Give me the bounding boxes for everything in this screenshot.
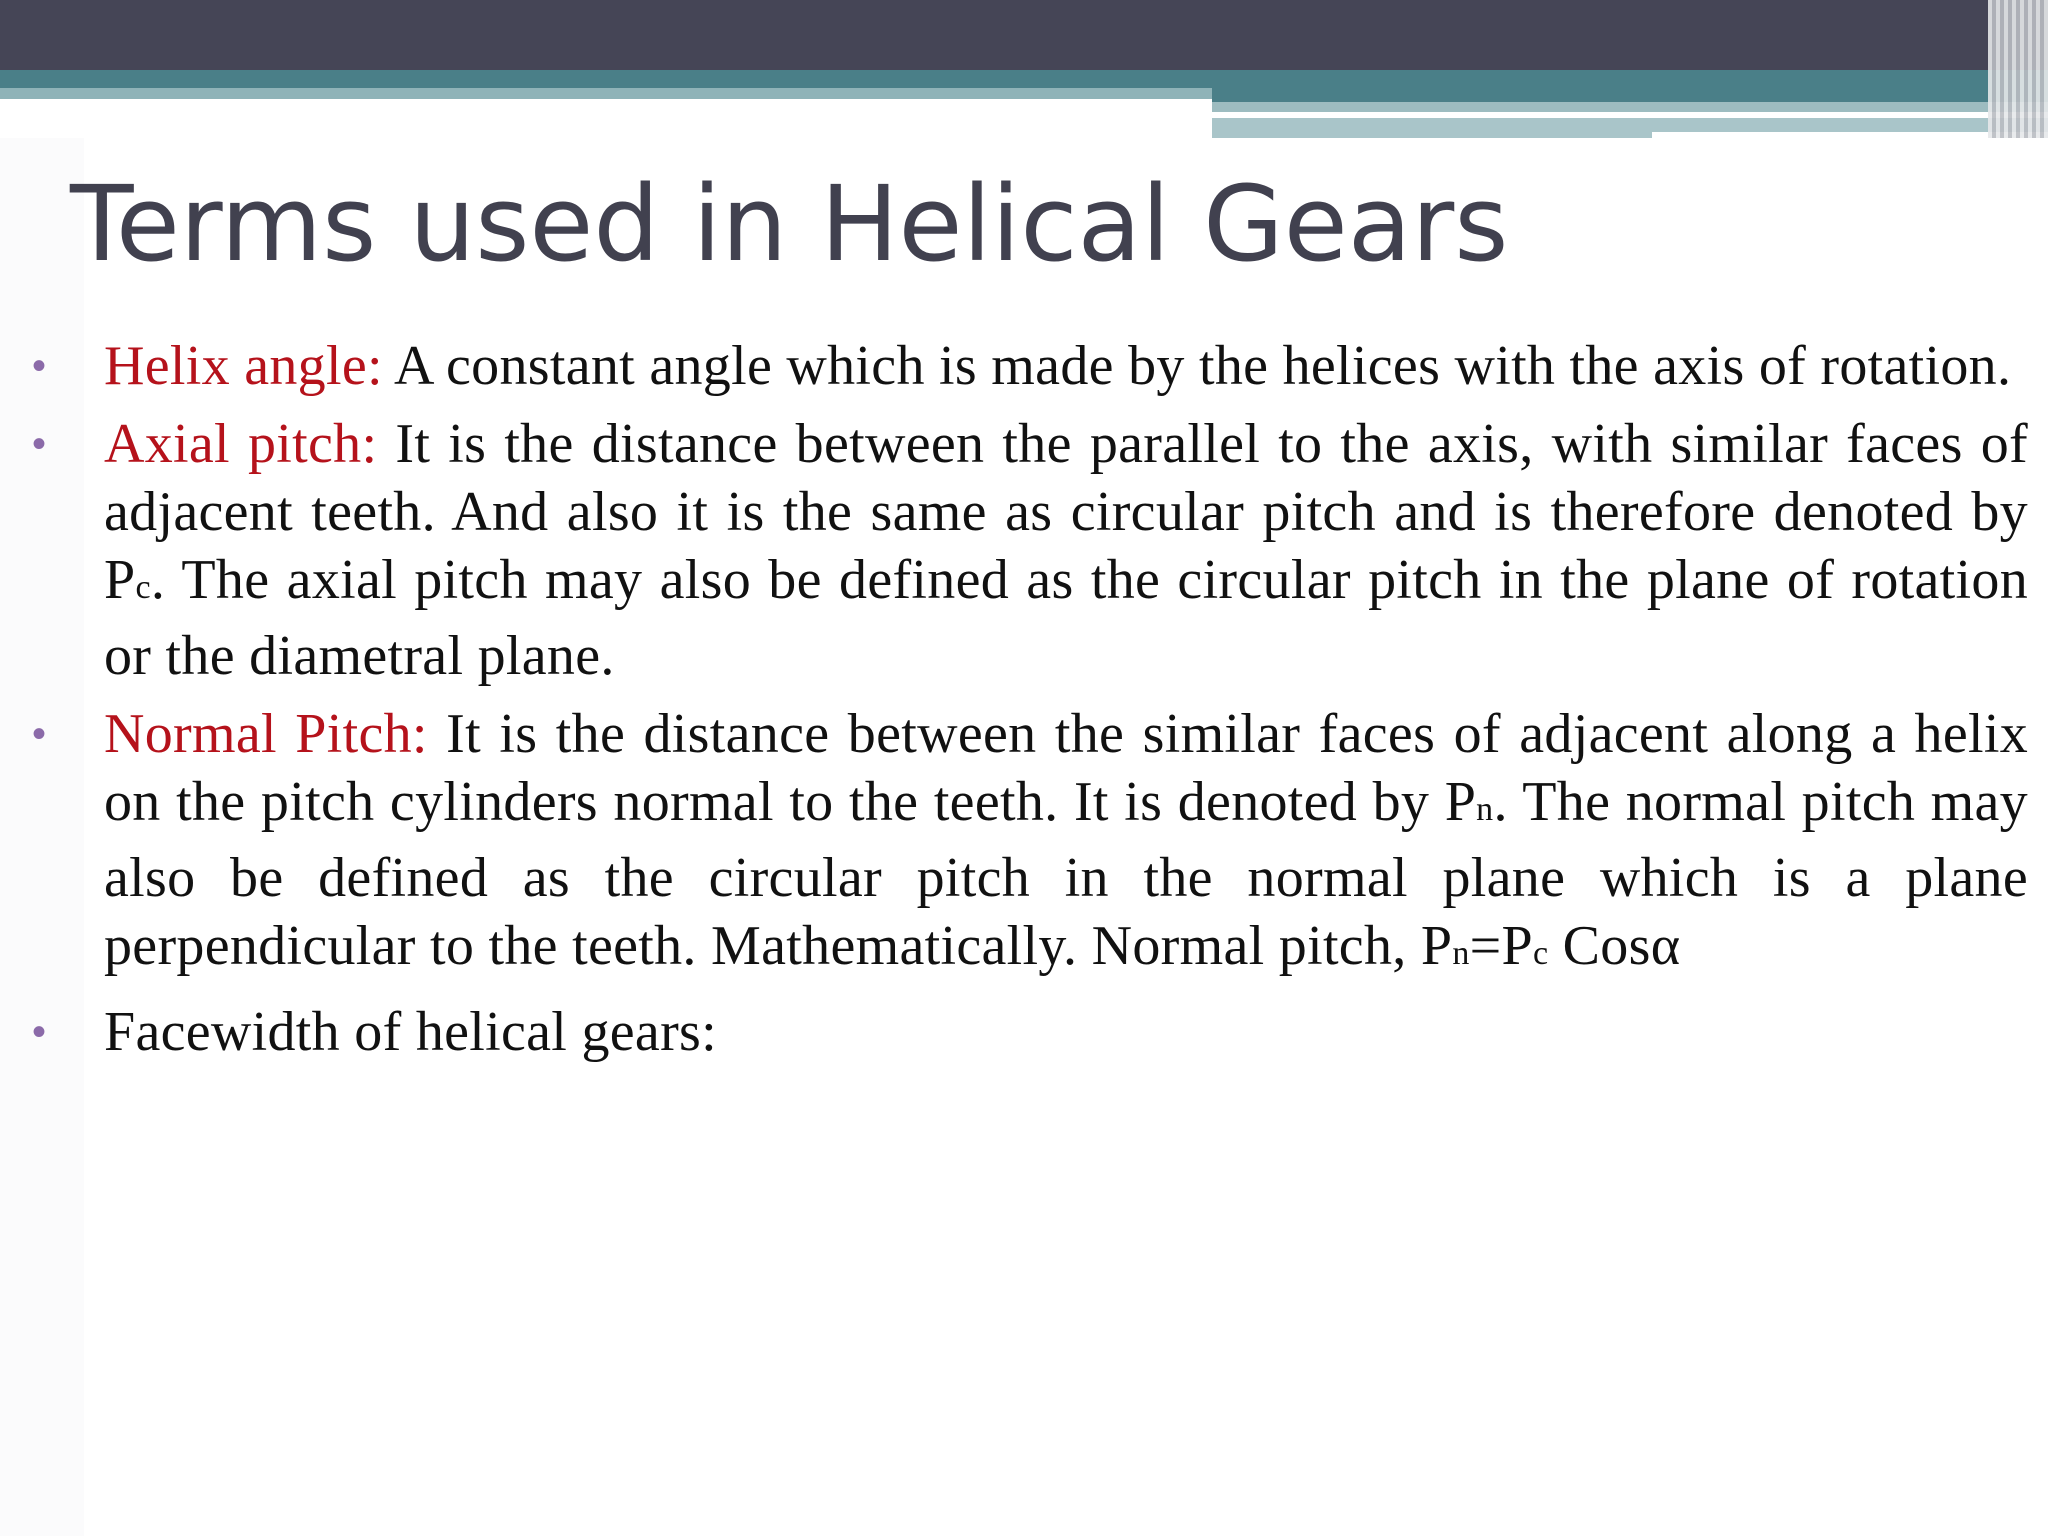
bullet-facewidth <box>32 998 2028 1066</box>
bullet-axial-pitch <box>32 410 2028 690</box>
subscript: c <box>135 569 151 606</box>
slide-title: Terms used in Helical Gears <box>70 163 1509 285</box>
bullet-text <box>104 332 2028 400</box>
formula-text: =P <box>1469 915 1533 977</box>
bullet-dot-icon: • <box>32 422 47 466</box>
definition-text: . The axial pitch may also be defined as the circular pitch in the plane of rotation or the diametral plane. <box>104 549 2028 687</box>
subscript: n <box>1476 791 1494 828</box>
header-band-light-left <box>0 88 1212 99</box>
definition-text: . The normal pitch may also be defined as the circular pitch in the normal plane which is a plane perpendicular to the teeth. Mathematically. Normal pitch, P <box>104 771 2028 977</box>
header-band-light-right-1 <box>1212 102 2048 112</box>
subscript: c <box>1532 935 1549 972</box>
term-label: Axial pitch: <box>104 413 378 475</box>
bullet-text <box>104 700 2028 988</box>
header-band-teal-right <box>1212 88 2048 102</box>
bullet-dot-icon: • <box>32 1010 47 1054</box>
definition-text: Facewidth of helical gears: <box>104 1001 717 1063</box>
header-band-dark <box>0 0 2048 70</box>
header-stripes-decoration <box>1988 0 2048 138</box>
definition-text: A constant angle which is made by the helices with the axis of rotation. <box>382 335 2012 397</box>
bullet-list <box>32 332 2028 1076</box>
bullet-normal-pitch <box>32 700 2028 988</box>
bullet-text <box>104 998 2028 1066</box>
header-band-teal <box>0 70 2048 88</box>
definition-text: It is the distance between the parallel to the axis, with similar faces of adjacent teeth. And also it is the same as circular pitch and is therefore denoted by P <box>104 413 2028 611</box>
subscript: n <box>1452 935 1470 972</box>
bullet-dot-icon: • <box>32 344 47 388</box>
term-label: Helix angle: <box>104 335 383 397</box>
bullet-text <box>104 410 2028 690</box>
bullet-helix-angle <box>32 332 2028 400</box>
formula-text: Cosα <box>1548 915 1681 977</box>
term-label: Normal Pitch: <box>104 703 428 765</box>
bullet-dot-icon: • <box>32 712 47 756</box>
definition-text: It is the distance between the similar faces of adjacent along a helix on the pitch cylinders normal to the teeth. It is denoted by P <box>104 703 2029 833</box>
